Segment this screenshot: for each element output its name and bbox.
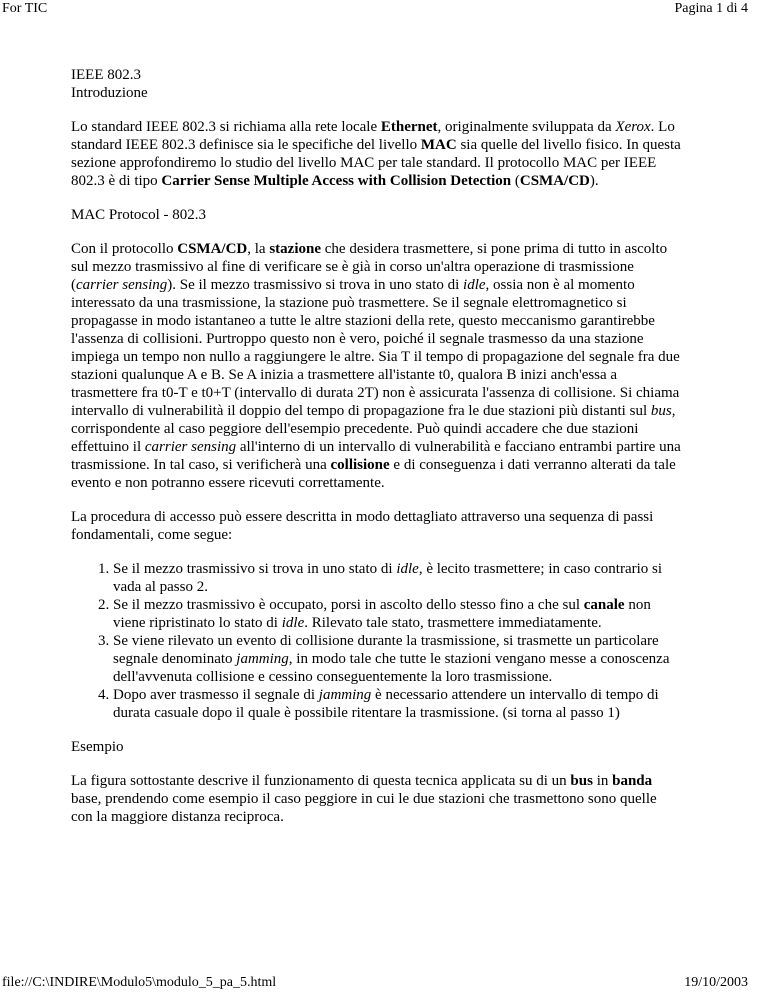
- mac-text: e di conseguenza i dati verranno alterati da tale evento e non potranno essere ricevuti correttamente.: [71, 457, 676, 491]
- step-text: Se viene rilevato un evento di collisione durante la trasmissione, si trasmette un particolare segnale denominato: [113, 633, 659, 667]
- step-italic: jamming: [318, 687, 372, 703]
- intro-text: . Lo standard IEEE 802.3 definisce sia le specifiche del livello: [71, 119, 675, 153]
- example-paragraph: [71, 772, 681, 826]
- mac-text: all'interno di un intervallo di vulnerabilità e facciano entrambi partire una trasmissione. In tal caso, si verificherà una: [71, 439, 681, 473]
- example-bold-bus: bus: [570, 773, 593, 789]
- step-bold-canale: canale: [583, 597, 625, 613]
- mac-bold-collisione: collisione: [330, 457, 390, 473]
- intro-text: , originalmente sviluppata da: [437, 119, 616, 135]
- doc-subtitle: Introduzione: [71, 85, 148, 101]
- example-text: in: [592, 773, 613, 789]
- procedure-step-4: [113, 686, 681, 722]
- footer-date: 19/10/2003: [684, 975, 748, 990]
- step-text: Se il mezzo trasmissivo è occupato, porsi in ascolto dello stesso fino a che sul: [113, 597, 584, 613]
- document-body: [71, 66, 681, 826]
- intro-text: Lo standard IEEE 802.3 si richiama alla rete locale: [71, 119, 381, 135]
- example-bold-banda: banda: [612, 773, 653, 789]
- step-text: , in modo tale che tutte le stazioni vengano messe a conoscenza dell'avvenuta collisione e cessino conseguentemente la loro trasmissione.: [113, 651, 670, 685]
- header-left: For TIC: [2, 1, 48, 16]
- step-text: Se il mezzo trasmissivo si trova in uno stato di: [113, 561, 397, 577]
- intro-bold-mac: MAC: [420, 137, 457, 153]
- intro-bold-csma: CSMA/CD: [519, 173, 590, 189]
- procedure-step-1: [113, 560, 681, 596]
- mac-bold-csma: CSMA/CD: [177, 241, 248, 257]
- step-text: non viene ripristinato lo stato di: [113, 597, 651, 631]
- doc-title: IEEE 802.3: [71, 67, 141, 83]
- step-italic: jamming: [236, 651, 289, 667]
- step-text: , è lecito trasmettere; in caso contrario si vada al passo 2.: [113, 561, 663, 595]
- step-text: è necessario attendere un intervallo di tempo di durata casuale dopo il quale è possibile ritentare la trasmissione. (si torna al passo 1): [113, 687, 659, 721]
- footer-file-path: file://C:\INDIRE\Modulo5\modulo_5_pa_5.html: [2, 975, 277, 990]
- procedure-steps: [71, 560, 681, 722]
- mac-italic-carrier-sensing-2: carrier sensing: [144, 439, 237, 455]
- mac-text: , la: [247, 241, 270, 257]
- procedure-step-3: [113, 632, 681, 686]
- intro-text: (: [511, 173, 520, 189]
- intro-text: ).: [589, 173, 599, 189]
- example-text: base, prendendo come esempio il caso peggiore in cui le due stazioni che trasmettono sono quelle con la maggiore distanza reciproca.: [71, 791, 657, 825]
- step-italic: idle: [281, 615, 305, 631]
- mac-text: Con il protocollo: [71, 241, 178, 257]
- mac-heading: MAC Protocol - 802.3: [71, 207, 206, 223]
- mac-text: , ossia non è al momento interessato da una trasmissione, la stazione può trasmettere. Se il segnale elettromagnetico si propagasse in modo istantaneo a tutte le altre stazioni della rete, questo meccanismo garantirebbe l'assenza di collisioni. Purtroppo questo non è vero, poiché il segnale trasmesso da una stazione impiega un tempo non nullo a raggiungere le altre. Sia T il tempo di propagazione del segnale fra due stazioni qualunque A e B. Se A inizia a trasmettere all'istante t0, qualora B inizi anch'essa a trasmettere fra t0-T e t0+T (intervallo di durata 2T) non è assicurata l'assenza di collisione. Si chiama intervallo di vulnerabilità il doppio del tempo di propagazione fra le due stazioni più distanti sul: [71, 277, 680, 419]
- mac-text: , corrispondente al caso peggiore dell'esempio precedente. Può quindi accadere che due stazioni effettuino il: [71, 403, 676, 455]
- mac-text: che desidera trasmettere, si pone prima di tutto in ascolto sul mezzo trasmissivo al fine di verificare se è già in corso un'altra operazione di trasmissione (: [71, 241, 668, 293]
- step-text: . Rilevato tale stato, trasmettere immediatamente.: [304, 615, 602, 631]
- procedure-intro: La procedura di accesso può essere descritta in modo dettagliato attraverso una sequenza di passi fondamentali, come segue:: [71, 509, 654, 543]
- mac-italic-idle: idle: [463, 277, 486, 293]
- intro-bold-csma-full: Carrier Sense Multiple Access with Collision Detection: [161, 173, 512, 189]
- step-text: Dopo aver trasmesso il segnale di: [113, 687, 319, 703]
- step-italic: idle: [396, 561, 419, 577]
- mac-text: ). Se il mezzo trasmissivo si trova in uno stato di: [167, 277, 464, 293]
- example-heading: Esempio: [71, 739, 124, 755]
- intro-paragraph: [71, 118, 681, 190]
- mac-italic-bus: bus: [650, 403, 672, 419]
- mac-bold-stazione: stazione: [269, 241, 321, 257]
- intro-text: sia quelle del livello fisico. In questa sezione approfondiremo lo studio del livello MAC per tale standard. Il protocollo MAC per IEEE 802.3 è di tipo: [71, 137, 681, 189]
- mac-paragraph: [71, 240, 681, 492]
- mac-italic-carrier-sensing: carrier sensing: [76, 277, 168, 293]
- intro-italic-xerox: Xerox: [615, 119, 651, 135]
- procedure-step-2: [113, 596, 681, 632]
- header-page-number: Pagina 1 di 4: [674, 1, 748, 16]
- example-text: La figura sottostante descrive il funzionamento di questa tecnica applicata su di un: [71, 773, 571, 789]
- intro-bold-ethernet: Ethernet: [380, 119, 438, 135]
